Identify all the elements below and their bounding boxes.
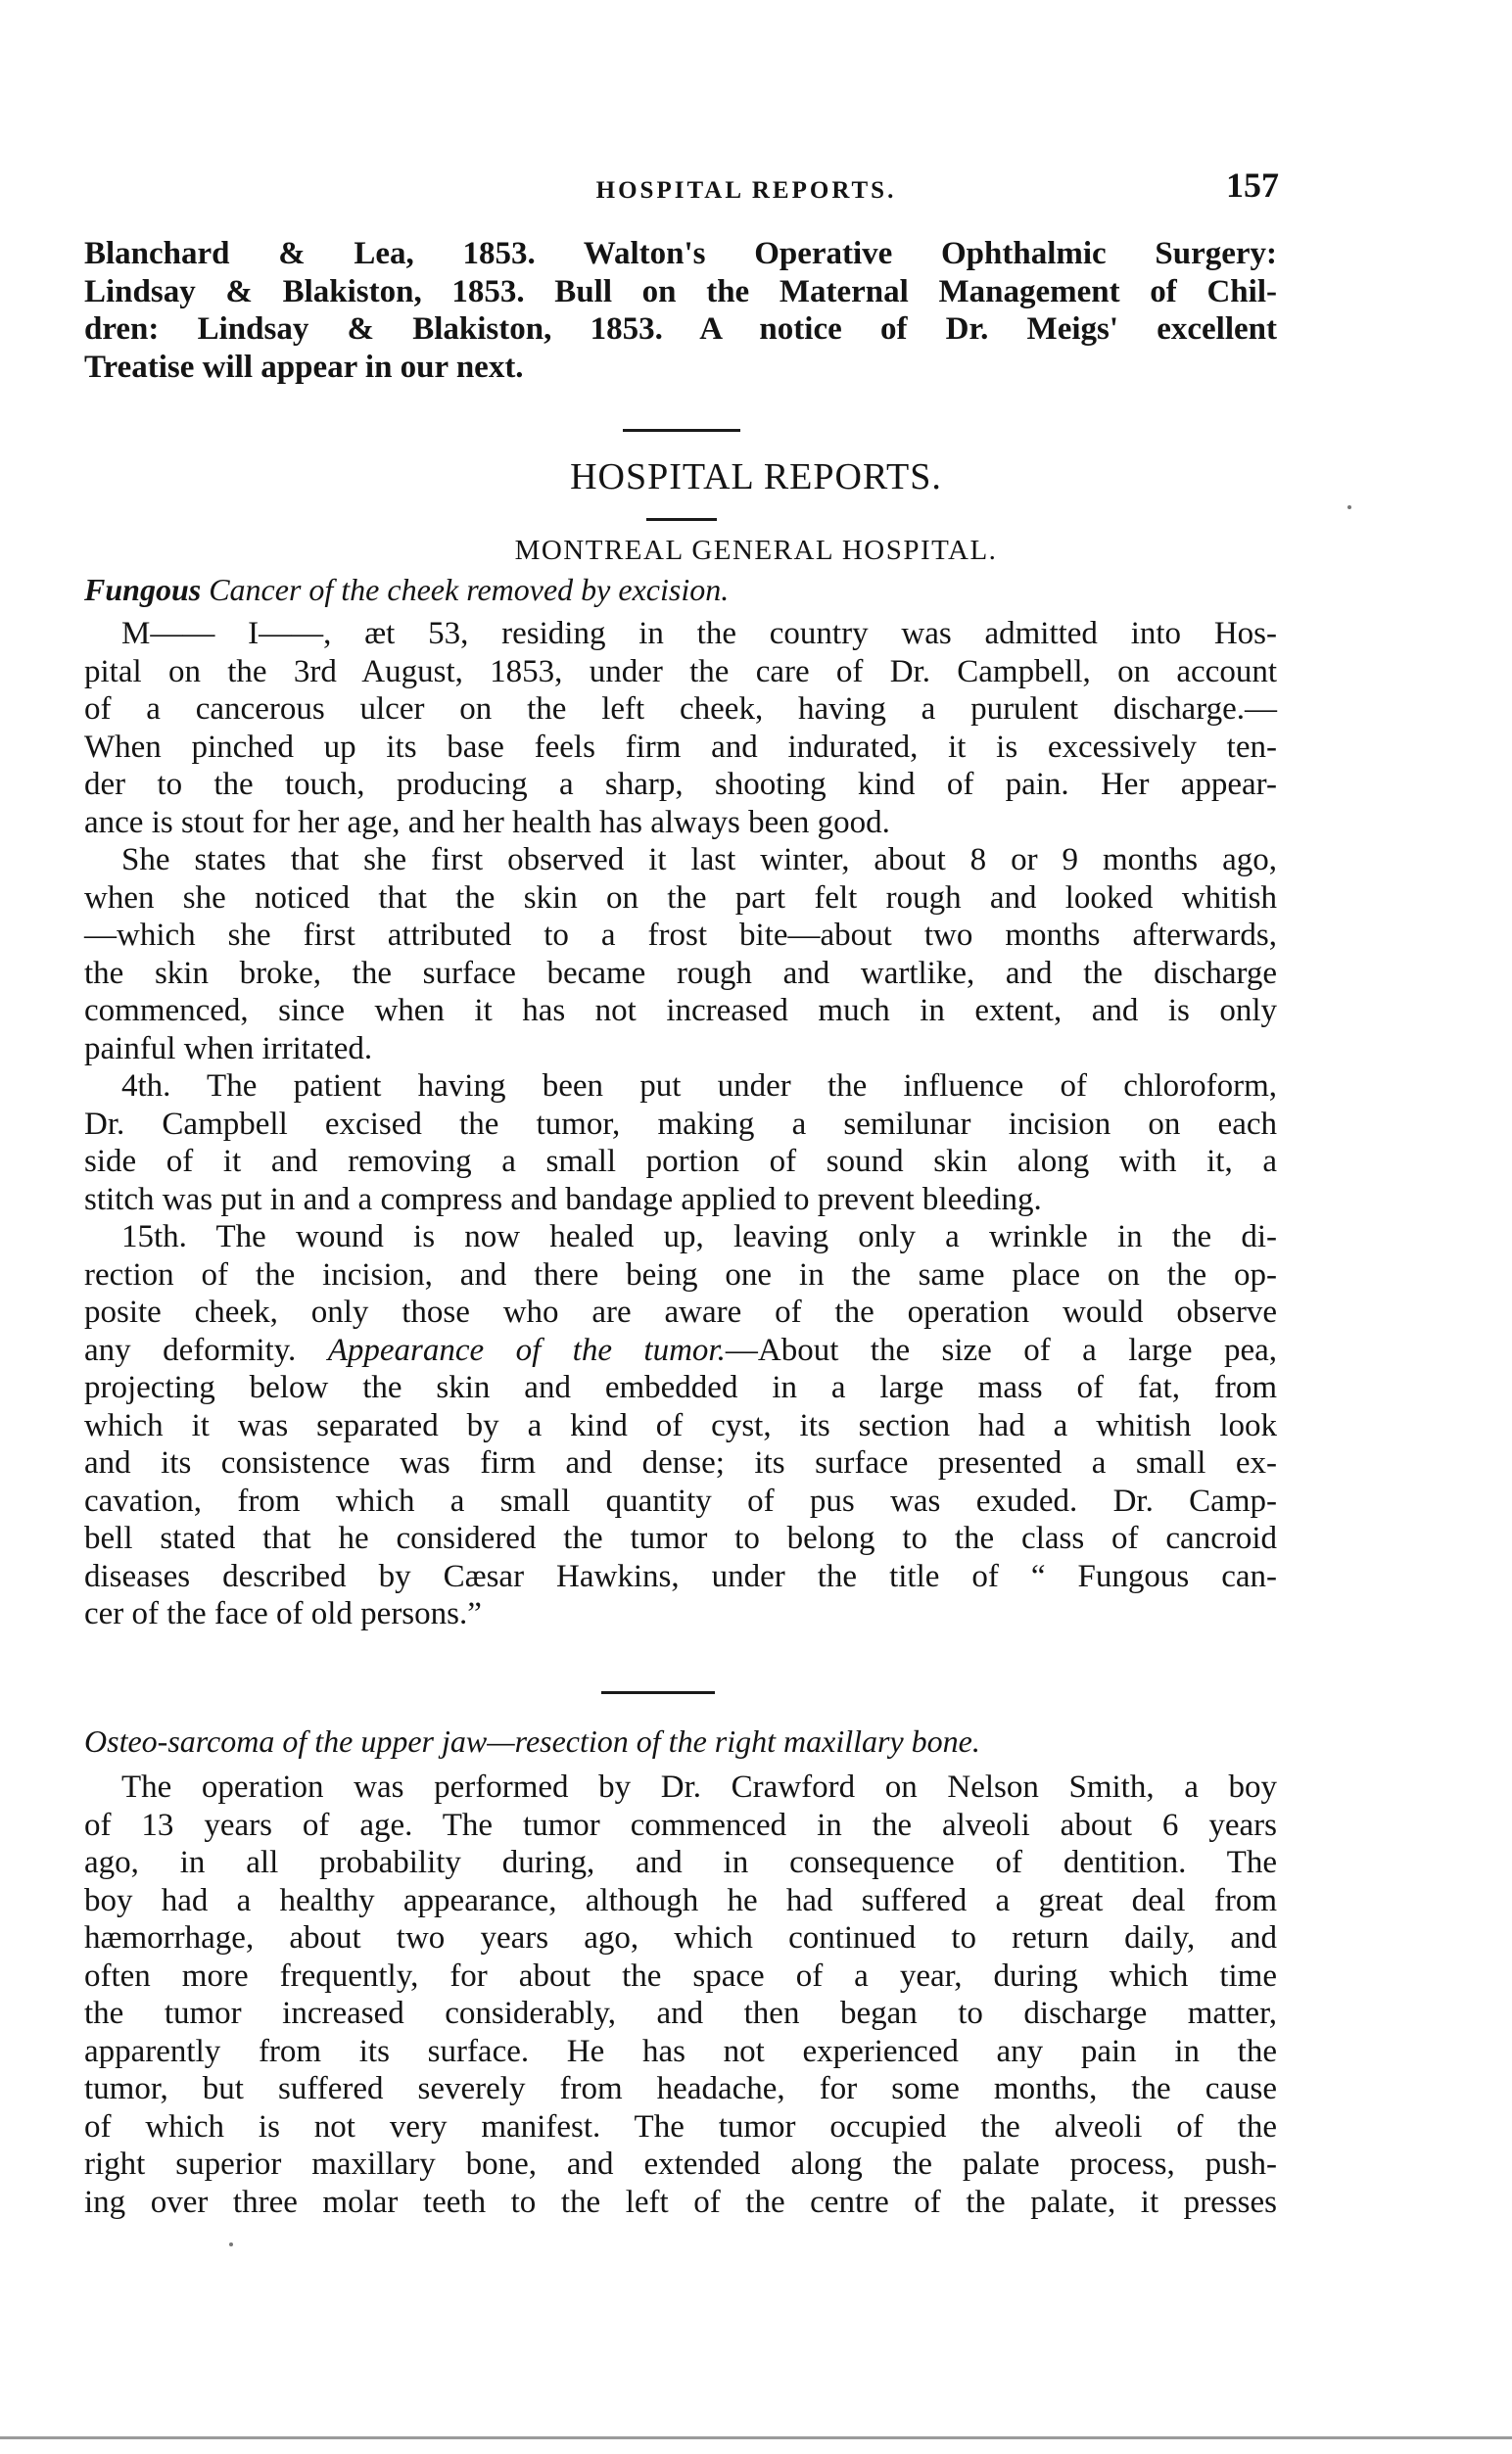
text-line: boy had a healthy appearance, although he had suffered a great deal from <box>84 1882 1277 1918</box>
case-divider <box>601 1691 715 1694</box>
text-line-with-italic <box>84 1332 1277 1370</box>
text-line: pital on the 3rd August, 1853, under the care of Dr. Campbell, on account <box>84 653 1277 689</box>
text-line: and its consistence was firm and dense; its surface presented a small ex- <box>84 1445 1277 1481</box>
text-line: posite cheek, only those who are aware of the operation would observe <box>84 1295 1277 1330</box>
running-head-title: HOSPITAL REPORTS. <box>595 177 897 204</box>
text-line: The operation was performed by Dr. Crawford on Nelson Smith, a boy <box>121 1770 1277 1805</box>
text-line: when she noticed that the skin on the part felt rough and looked whitish <box>84 879 1277 916</box>
text-line: painful when irritated. <box>84 1030 373 1066</box>
text-line: the skin broke, the surface became rough and wartlike, and the discharge <box>84 955 1277 991</box>
scan-speck <box>1347 505 1351 509</box>
text-line: tumor, but suffered severely from headache, for some months, the cause <box>84 2071 1277 2106</box>
text-line: M—— I——, æt 53, residing in the country was admitted into Hos- <box>121 616 1277 651</box>
text-line: projecting below the skin and embedded in a large mass of fat, from <box>84 1370 1277 1405</box>
text-line: of a cancerous ulcer on the left cheek, having a purulent discharge.— <box>84 691 1277 727</box>
text-line: 4th. The patient having been put under the influence of chloroform, <box>121 1068 1277 1104</box>
text-segment: any deformity. <box>84 1332 328 1368</box>
text-line: ance is stout for her age, and her health has always been good. <box>84 804 890 840</box>
case-title-osteo-sarcoma: Osteo-sarcoma of the upper jaw—resection of the right maxillary bone. <box>84 1723 980 1759</box>
text-line: the tumor increased considerably, and then began to discharge matter, <box>84 1996 1277 2031</box>
text-line: of which is not very manifest. The tumor occupied the alveoli of the <box>84 2108 1277 2145</box>
page-number: 157 <box>1226 165 1279 205</box>
italic-subheading: Appearance of the tumor. <box>327 1332 726 1368</box>
text-line: She states that she first observed it last winter, about 8 or 9 months ago, <box>121 842 1277 877</box>
text-segment: —About the size of a large pea, <box>725 1332 1278 1368</box>
text-line: rection of the incision, and there being one in the same place on the op- <box>84 1256 1277 1293</box>
case1-body <box>84 615 1277 1633</box>
hospital-name: MONTREAL GENERAL HOSPITAL. <box>514 535 998 566</box>
text-line: bell stated that he considered the tumor to belong to the class of cancroid <box>84 1521 1277 1556</box>
case-title-lead: Fungous <box>84 572 202 607</box>
text-line: Dr. Campbell excised the tumor, making a semilunar incision on each <box>84 1106 1277 1142</box>
text-line: often more frequently, for about the space of a year, during which time <box>84 1958 1277 1994</box>
section-divider <box>623 429 740 432</box>
text-line: which it was separated by a kind of cyst, its section had a whitish look <box>84 1407 1277 1443</box>
text-line: der to the touch, producing a sharp, shooting kind of pain. Her appear- <box>84 767 1277 802</box>
section-title: HOSPITAL REPORTS. <box>570 456 942 497</box>
text-line: apparently from its surface. He has not experienced any pain in the <box>84 2033 1277 2069</box>
text-line: side of it and removing a small portion of sound skin along with it, a <box>84 1144 1277 1179</box>
text-line: Blanchard & Lea, 1853. Walton's Operative Ophthalmic Surgery: <box>84 236 1277 271</box>
text-line: Lindsay & Blakiston, 1853. Bull on the Maternal Management of Chil- <box>84 273 1277 309</box>
case2-body <box>84 1769 1277 2221</box>
text-line: —which she first attributed to a frost bite—about two months afterwards, <box>84 918 1277 953</box>
text-line: 15th. The wound is now healed up, leaving only a wrinkle in the di- <box>121 1219 1277 1254</box>
text-line: ing over three molar teeth to the left of the centre of the palate, it presses <box>84 2184 1277 2220</box>
text-line: dren: Lindsay & Blakiston, 1853. A notice of Dr. Meigs' excellent <box>84 311 1277 347</box>
text-line: cavation, from which a small quantity of pus was exuded. Dr. Camp- <box>84 1483 1277 1519</box>
case-title-fungous-cancer <box>84 572 729 608</box>
text-line: right superior maxillary bone, and extended along the palate process, push- <box>84 2147 1277 2182</box>
scan-bottom-edge <box>0 2436 1512 2439</box>
text-line: ago, in all probability during, and in consequence of dentition. The <box>84 1845 1277 1880</box>
text-line: of 13 years of age. The tumor commenced in the alveoli about 6 years <box>84 1807 1277 1843</box>
scan-speck <box>229 2242 233 2246</box>
text-line: commenced, since when it has not increased much in extent, and is only <box>84 993 1277 1028</box>
text-line: When pinched up its base feels firm and indurated, it is excessively ten- <box>84 729 1277 765</box>
title-divider <box>646 518 717 521</box>
text-line: stitch was put in and a compress and bandage applied to prevent bleeding. <box>84 1181 1042 1217</box>
text-line: diseases described by Cæsar Hawkins, under the title of “ Fungous can- <box>84 1558 1277 1594</box>
book-notices-paragraph <box>84 235 1277 386</box>
text-line: Treatise will appear in our next. <box>84 349 524 385</box>
text-line: hæmorrhage, about two years ago, which continued to return daily, and <box>84 1920 1277 1956</box>
case-title-rest: Cancer of the cheek removed by excision. <box>201 572 730 607</box>
text-line: cer of the face of old persons.” <box>84 1596 482 1631</box>
